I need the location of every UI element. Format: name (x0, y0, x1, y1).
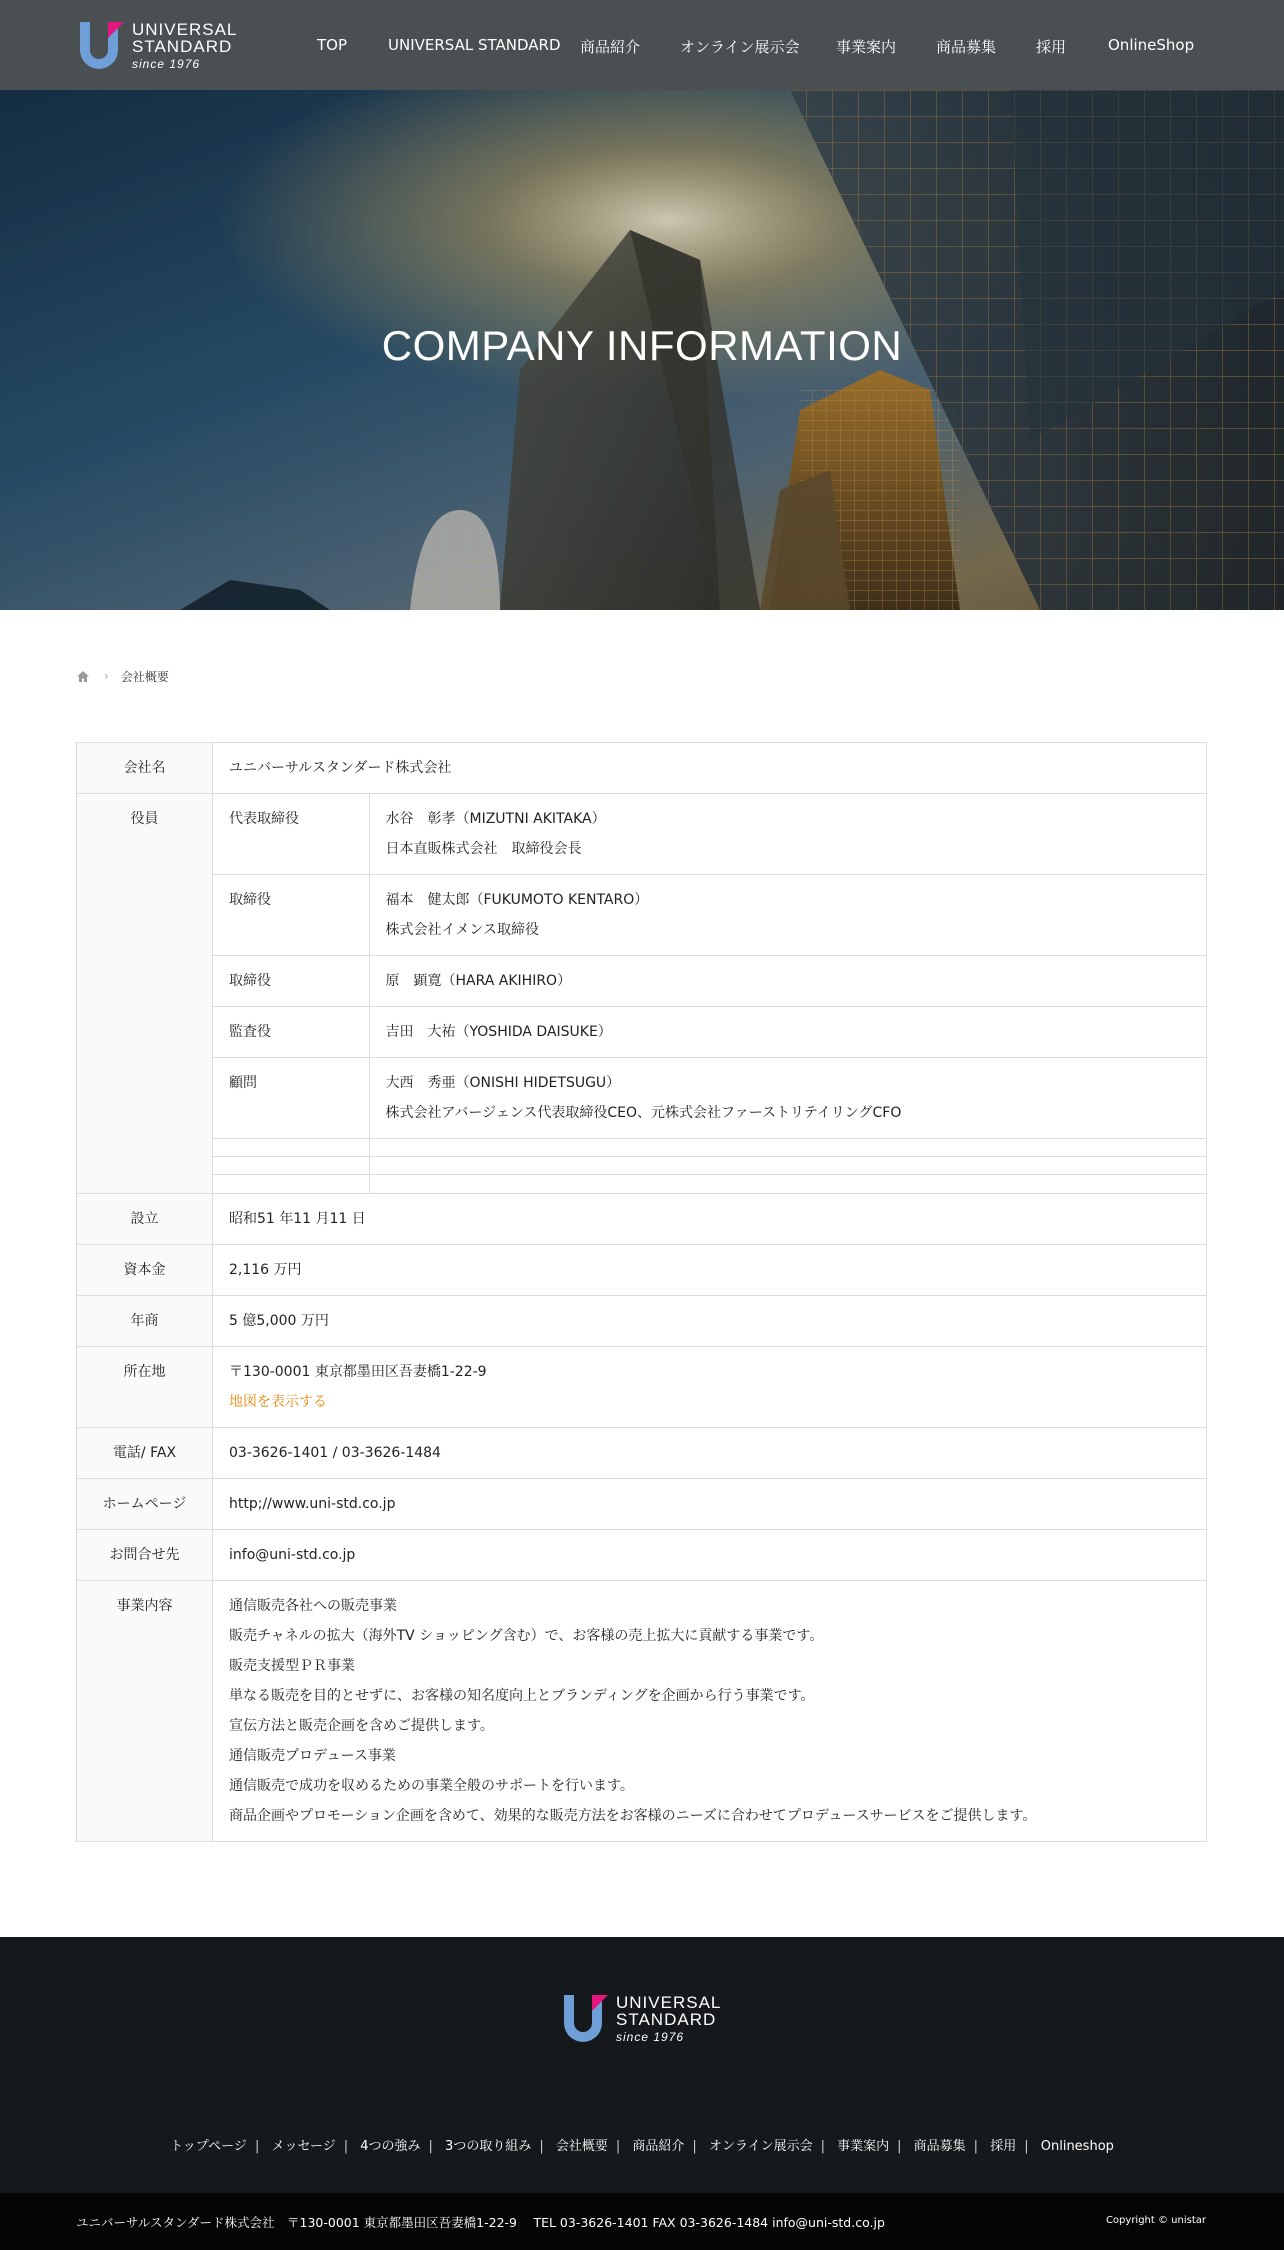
empty-row (213, 1175, 1206, 1193)
footer-link-company[interactable]: 会社概要 (555, 2139, 608, 2154)
table-row (77, 1244, 1207, 1295)
officers-cell (213, 794, 1207, 1194)
separator: | (1024, 2139, 1029, 2154)
logo-line-3: since 1976 (132, 56, 201, 71)
u-logo-icon (560, 1991, 608, 2045)
show-map-link[interactable]: 地図を表示する (229, 1393, 327, 1410)
footer-link-product-recruit[interactable]: 商品募集 (913, 2139, 966, 2154)
officer-details (369, 875, 1206, 956)
separator: | (615, 2139, 621, 2154)
business-line: 単なる販売を目的とせずに、お客様の知名度向上とブランディングを企画から行う事業です。 (229, 1687, 815, 1704)
home-icon[interactable] (76, 670, 90, 683)
officer-details (369, 794, 1206, 875)
row-label: 年商 (77, 1295, 213, 1346)
table-row (77, 1295, 1207, 1346)
business-cell (213, 1580, 1207, 1841)
table-row (77, 794, 1207, 1194)
officer-details (369, 1007, 1206, 1058)
separator: | (539, 2139, 544, 2154)
officer-details (369, 1058, 1206, 1139)
tel-value: 03-3626-1401 / 03-3626-1484 (213, 1427, 1207, 1478)
nav-online-exhibition[interactable]: オンライン展示会 (680, 38, 800, 56)
separator: | (820, 2139, 825, 2154)
officer-role: 取締役 (213, 956, 369, 1007)
business-line: 通信販売で成功を収めるための事業全般のサポートを行います。 (229, 1777, 634, 1794)
logo-line-2: STANDARD (132, 36, 233, 56)
table-row (77, 743, 1207, 794)
business-line: 通信販売各社への販売事業 (229, 1597, 397, 1614)
address-cell (213, 1346, 1207, 1427)
table-row (77, 1478, 1207, 1529)
empty-cell (369, 1175, 1206, 1193)
company-info-table (76, 742, 1207, 1842)
officer-row (213, 1007, 1206, 1058)
footer-link-onlineshop[interactable]: Onlineshop (1040, 2139, 1114, 2154)
officer-row (213, 875, 1206, 956)
breadcrumb-current: 会社概要 (120, 669, 169, 684)
officer-role: 代表取締役 (213, 794, 369, 875)
logo-line-2: STANDARD (616, 2009, 717, 2029)
officer-note: 日本直販株式会社 取締役会長 (385, 841, 582, 857)
nav-universal-standard[interactable]: UNIVERSAL STANDARD (388, 36, 561, 54)
logo-line-3: since 1976 (616, 2029, 685, 2044)
officer-row (213, 794, 1206, 875)
footer-link-careers[interactable]: 採用 (990, 2139, 1017, 2154)
row-label: 会社名 (77, 743, 213, 794)
empty-cell (369, 1157, 1206, 1175)
copyright: Copyright © unistar (1105, 2215, 1206, 2226)
table-row (77, 1427, 1207, 1478)
separator: | (973, 2139, 979, 2154)
footer-link-products[interactable]: 商品紹介 (632, 2139, 685, 2154)
row-label: 資本金 (77, 1244, 213, 1295)
sales-value: 5 億5,000 万円 (213, 1295, 1207, 1346)
logo-line-1: UNIVERSAL (132, 19, 238, 39)
footer-link-business[interactable]: 事業案内 (837, 2139, 890, 2154)
footer-link-top[interactable]: トップページ (170, 2139, 247, 2154)
main-nav (0, 0, 1284, 90)
officer-details (369, 956, 1206, 1007)
footer-logo[interactable] (560, 1991, 721, 2045)
officer-role: 監査役 (213, 1007, 369, 1058)
site-footer (0, 1937, 1284, 2193)
empty-row (213, 1157, 1206, 1175)
table-row (77, 1193, 1207, 1244)
business-line: 販売チャネルの拡大（海外TV ショッピング含む）で、お客様の売上拡大に貢献する事業です。 (229, 1627, 824, 1644)
officer-name: 吉田 大祐（YOSHIDA DAISUKE） (385, 1024, 612, 1040)
empty-cell (369, 1139, 1206, 1157)
footer-bottom-bar (0, 2193, 1284, 2250)
breadcrumb (76, 666, 169, 686)
officer-row (213, 956, 1206, 1007)
established-value: 昭和51 年11 月11 日 (213, 1193, 1207, 1244)
homepage-value: http;//www.uni-std.co.jp (213, 1478, 1207, 1529)
company-name: ユニバーサルスタンダード株式会社 (213, 743, 1207, 794)
row-label: 役員 (77, 794, 213, 1194)
business-line: 通信販売プロデュース事業 (229, 1747, 396, 1764)
footer-nav (0, 2135, 1284, 2154)
chevron-right-icon: › (104, 669, 109, 683)
table-row (77, 1529, 1207, 1580)
row-label: 事業内容 (77, 1580, 213, 1841)
officer-name: 原 顕寛（HARA AKIHIRO） (385, 973, 572, 989)
footer-link-initiatives[interactable]: 3つの取り組み (445, 2139, 532, 2154)
officers-table (213, 794, 1206, 1193)
officer-name: 水谷 彰孝（MIZUTNI AKITAKA） (385, 811, 606, 827)
footer-link-strengths[interactable]: 4つの強み (360, 2139, 421, 2154)
nav-product-recruit[interactable]: 商品募集 (936, 38, 997, 56)
officer-role: 顧問 (213, 1058, 369, 1139)
row-label: お問合せ先 (77, 1529, 213, 1580)
row-label: 所在地 (77, 1346, 213, 1427)
row-label: 電話/ FAX (77, 1427, 213, 1478)
footer-link-online-exhibition[interactable]: オンライン展示会 (708, 2139, 813, 2154)
row-label: 設立 (77, 1193, 213, 1244)
separator: | (692, 2139, 697, 2154)
logo-line-1: UNIVERSAL (616, 1992, 722, 2012)
nav-online-shop[interactable]: OnlineShop (1108, 36, 1195, 54)
separator: | (897, 2139, 902, 2154)
business-line: 販売支援型ＰＲ事業 (229, 1657, 355, 1674)
officer-row (213, 1058, 1206, 1139)
separator: | (343, 2139, 349, 2154)
footer-link-message[interactable]: メッセージ (271, 2139, 336, 2154)
separator: | (428, 2139, 433, 2154)
footer-address: ユニバーサルスタンダード株式会社 〒130-0001 東京都墨田区吾妻橋1-22-9 TEL 03-3626-1401 FAX 03-3626-1484 info@uni-std.co.jp (76, 2215, 885, 2230)
capital-value: 2,116 万円 (213, 1244, 1207, 1295)
nav-business[interactable]: 事業案内 (836, 38, 897, 56)
hero-banner (0, 90, 1284, 610)
empty-cell (213, 1157, 369, 1175)
officer-name: 大西 秀亜（ONISHI HIDETSUGU） (385, 1075, 621, 1091)
business-line: 商品企画やプロモーション企画を含めて、効果的な販売方法をお客様のニーズに合わせてプロデュースサービスをご提供します。 (229, 1807, 1037, 1824)
nav-careers[interactable]: 採用 (1036, 38, 1067, 56)
nav-products[interactable]: 商品紹介 (580, 38, 641, 56)
table-row (77, 1346, 1207, 1427)
nav-top[interactable]: TOP (317, 36, 348, 54)
table-row (77, 1580, 1207, 1841)
site-header (0, 0, 1284, 90)
empty-row (213, 1139, 1206, 1157)
officer-name: 福本 健太郎（FUKUMOTO KENTARO） (385, 892, 649, 908)
officer-note: 株式会社アバージェンス代表取締役CEO、元株式会社ファーストリテイリングCFO (385, 1105, 902, 1121)
officer-note: 株式会社イメンス取締役 (385, 922, 539, 938)
row-label: ホームページ (77, 1478, 213, 1529)
business-line: 宣伝方法と販売企画を含めご提供します。 (229, 1717, 494, 1734)
empty-cell (213, 1139, 369, 1157)
separator: | (254, 2139, 260, 2154)
officer-role: 取締役 (213, 875, 369, 956)
page-title: COMPANY INFORMATION (381, 322, 903, 369)
address-value: 〒130-0001 東京都墨田区吾妻橋1-22-9 (229, 1363, 487, 1380)
contact-value: info@uni-std.co.jp (213, 1529, 1207, 1580)
empty-cell (213, 1175, 369, 1193)
